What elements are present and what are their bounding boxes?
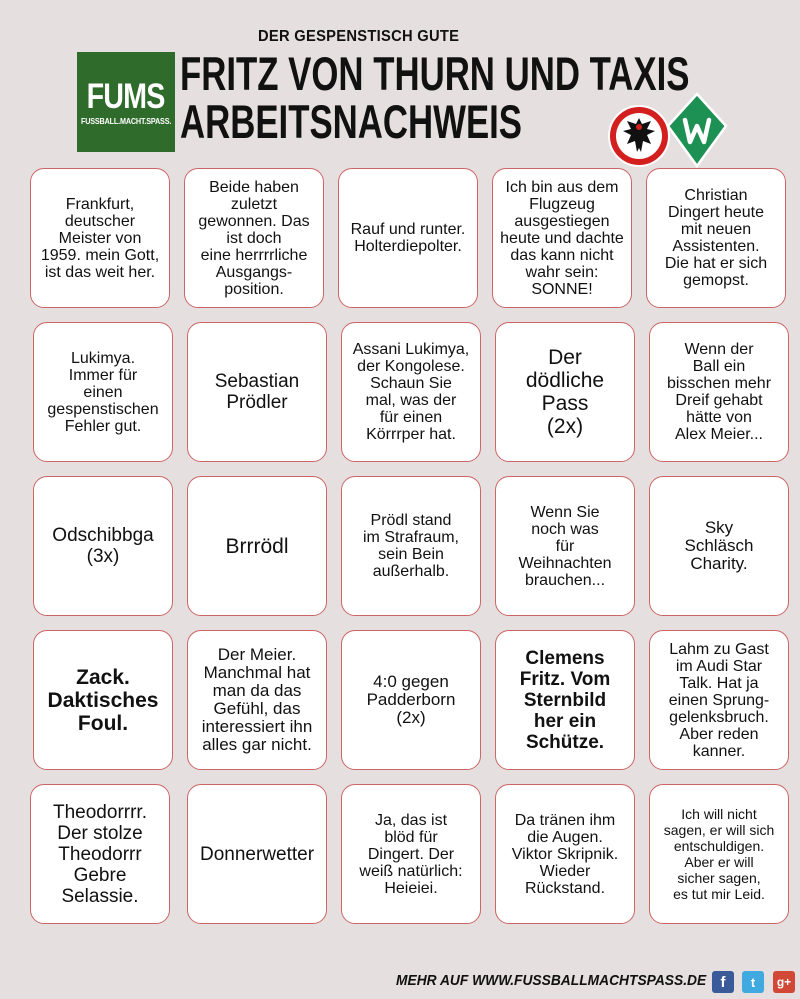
subtitle: DER GESPENSTISCH GUTE	[258, 28, 460, 45]
cell-text: Ich bin aus dem Flugzeug ausgestiegen heute und dachte das kann nicht wahr sein: SONNE!	[500, 178, 624, 298]
cell-text: Beide haben zuletzt gewonnen. Das ist doch eine herrrrliche Ausgangs- position.	[198, 178, 310, 298]
bingo-cell[interactable]	[338, 168, 478, 308]
cell-text: Sky Schläsch Charity.	[684, 518, 754, 573]
cell-text: Wenn Sie noch was für Weihnachten brauchen...	[518, 503, 612, 589]
bingo-cell[interactable]	[187, 322, 327, 462]
footer-link[interactable]: MEHR AUF WWW.FUSSBALLMACHTSPASS.DE	[396, 972, 707, 989]
cell-text: Frankfurt, deutscher Meister von 1959. mein Gott, ist das weit her.	[40, 195, 160, 281]
title-line-1: FRITZ VON THURN UND TAXIS	[180, 47, 690, 100]
cell-text: Prödl stand im Strafraum, sein Bein außerhalb.	[362, 512, 459, 580]
logo-tagline: FUSSBALL.MACHT.SPASS.	[80, 115, 172, 126]
cell-text: Theodorrrr. Der stolze Theodorrr Gebre Selassie.	[53, 801, 147, 907]
cell-text: Christian Dingert heute mit neuen Assistenten. Die hat er sich gemopst.	[664, 187, 768, 289]
bingo-cell[interactable]	[492, 168, 632, 308]
bingo-cell[interactable]	[187, 630, 327, 770]
bingo-cell[interactable]	[495, 476, 635, 616]
facebook-icon[interactable]: f	[712, 971, 734, 993]
bingo-cell[interactable]	[33, 476, 173, 616]
bingo-cell[interactable]	[341, 784, 481, 924]
cell-text: Der Meier. Manchmal hat man da das Gefühl, das interessiert ihn alles gar nicht.	[201, 645, 313, 754]
cell-text: Assani Lukimya, der Kongolese. Schaun Sie mal, was der für einen Körrrper hat.	[352, 341, 470, 443]
bingo-cell[interactable]	[495, 784, 635, 924]
cell-text: Zack. Daktisches Foul.	[47, 665, 159, 735]
cell-text: 4:0 gegen Padderborn (2x)	[366, 672, 456, 727]
cell-text: Wenn der Ball ein bisschen mehr Dreif gehabt hätte von Alex Meier...	[666, 341, 772, 443]
cell-text: Donnerwetter	[199, 843, 315, 865]
bingo-cell[interactable]	[495, 630, 635, 770]
cell-text: Ja, das ist blöd für Dingert. Der weiß natürlich: Heieiei.	[359, 811, 463, 897]
bingo-cell[interactable]	[649, 784, 789, 924]
cell-text: Brrrödl	[225, 534, 289, 558]
cell-text: Sebastian Prödler	[214, 371, 300, 413]
bingo-cell[interactable]	[184, 168, 324, 308]
bingo-cell[interactable]	[33, 322, 173, 462]
bingo-cell[interactable]	[187, 784, 327, 924]
eintracht-frankfurt-crest-icon	[607, 104, 671, 168]
bingo-cell[interactable]	[30, 168, 170, 308]
bingo-cell[interactable]	[341, 630, 481, 770]
bingo-cell[interactable]	[646, 168, 786, 308]
cell-text: Der dödliche Pass (2x)	[525, 346, 605, 438]
cell-text: Da tränen ihm die Augen. Viktor Skripnik. Wieder Rückstand.	[511, 811, 619, 897]
bingo-cell[interactable]	[649, 630, 789, 770]
bingo-cell[interactable]	[649, 322, 789, 462]
google-plus-icon[interactable]: g+	[773, 971, 795, 993]
bingo-cell[interactable]	[30, 784, 170, 924]
werder-bremen-crest-icon	[666, 92, 728, 168]
bingo-cell[interactable]	[649, 476, 789, 616]
fums-logo[interactable]	[77, 52, 175, 152]
cell-text: Odschibbga (3x)	[52, 525, 154, 567]
cell-text: Lahm zu Gast im Audi Star Talk. Hat ja einen Sprung- gelenksbruch. Aber reden kanner.	[668, 640, 770, 760]
bingo-cell[interactable]	[33, 630, 173, 770]
cell-text: Ich will nicht sagen, er will sich entschuldigen. Aber er will sicher sagen, es tut mir Leid.	[663, 806, 775, 902]
logo-wordmark: FUMS	[86, 76, 166, 116]
bingo-cell[interactable]	[341, 322, 481, 462]
bingo-cell[interactable]	[187, 476, 327, 616]
page-title	[180, 47, 690, 148]
twitter-icon[interactable]: t	[742, 971, 764, 993]
cell-text: Lukimya. Immer für einen gespenstischen Fehler gut.	[47, 349, 159, 435]
cell-text: Clemens Fritz. Vom Sternbild her ein Schütze.	[519, 647, 611, 753]
bingo-cell[interactable]	[495, 322, 635, 462]
bingo-cell[interactable]	[341, 476, 481, 616]
cell-text: Rauf und runter. Holterdiepolter.	[350, 221, 466, 255]
title-line-2: ARBEITSNACHWEIS	[180, 95, 523, 148]
